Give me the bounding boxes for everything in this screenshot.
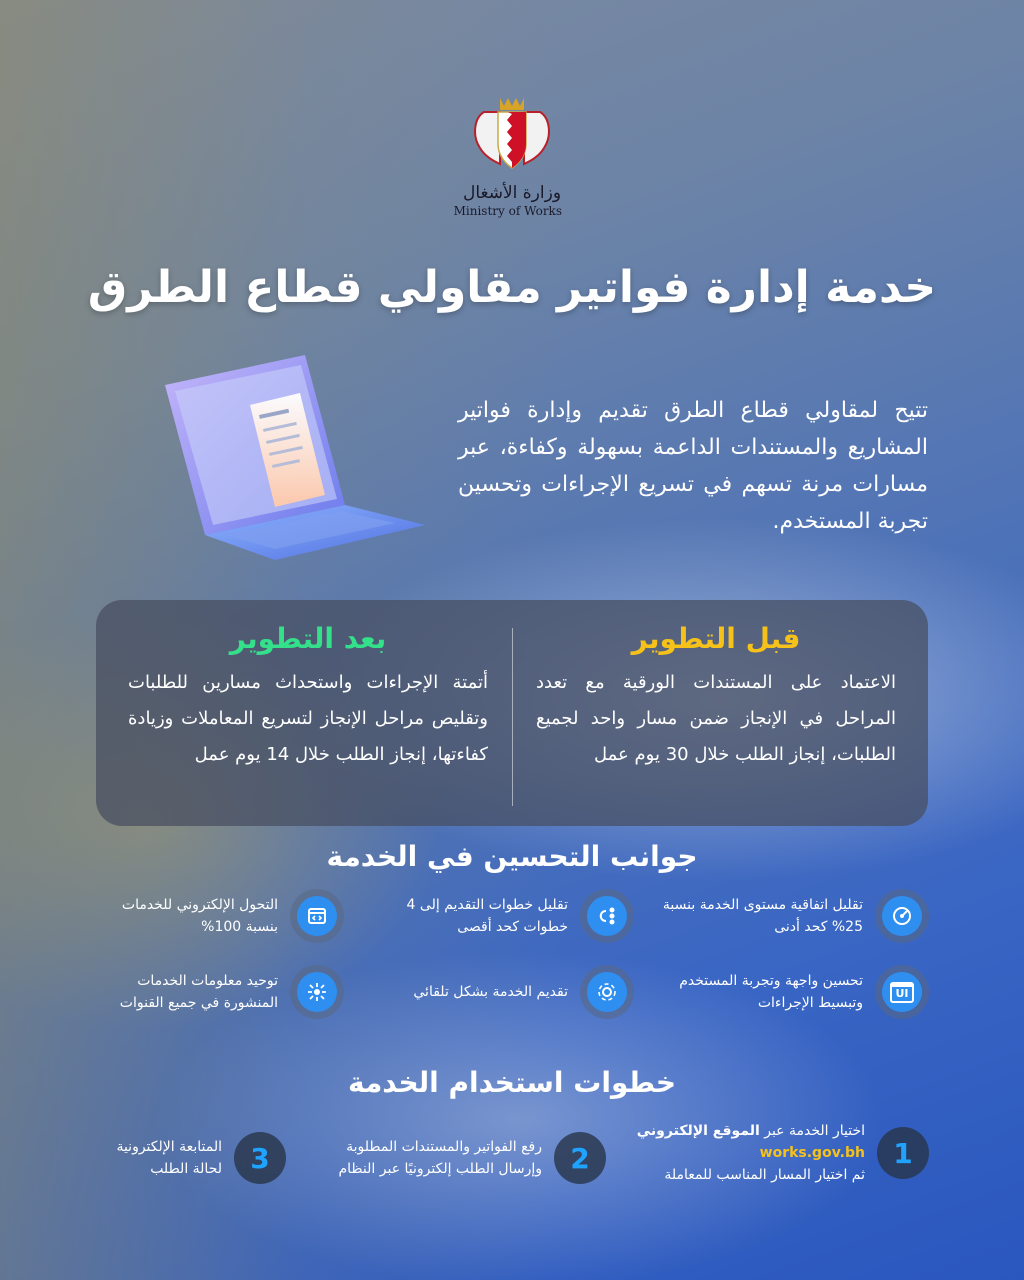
feature-ui-text: تحسين واجهة وتجربة المستخدم وتبسيط الإجراءات — [679, 973, 863, 1011]
after-text: أتمتة الإجراءات واستحداث مسارين للطلبات وتقليص مراحل الإنجاز لتسريع المعاملات وزيادة كفاءتها، إنجاز الطلب خلال 14 يوم عمل — [128, 672, 488, 765]
feature-auto-text: تقديم الخدمة بشكل تلقائي — [413, 984, 568, 1000]
step-3 — [116, 1132, 286, 1184]
laptop-illustration — [155, 345, 435, 575]
feature-unify — [94, 962, 344, 1022]
step-1-text: اختيار الخدمة عبر الموقع الإلكتروني works.gov.bh ثم اختيار المسار المناسب للمعاملة — [636, 1123, 865, 1183]
panel-divider — [512, 628, 513, 806]
logo-english-text: Ministry of Works — [453, 204, 562, 218]
coat-of-arms-icon — [470, 92, 554, 176]
steps-icon — [587, 896, 627, 936]
before-after-panel — [96, 600, 928, 826]
after-title: بعد التطوير — [229, 622, 387, 655]
gauge-icon — [882, 896, 922, 936]
code-window-icon — [297, 896, 337, 936]
before-text: الاعتماد على المستندات الورقية مع تعدد المراحل في الإنجاز ضمن مسار واحد لجميع الطلبات، إنجاز الطلب خلال 30 يوم عمل — [536, 672, 896, 765]
step-1 — [637, 1120, 929, 1186]
feature-steps — [384, 886, 634, 946]
ministry-logo — [453, 92, 562, 232]
page-title: خدمة إدارة فواتير مقاولي قطاع الطرق — [87, 262, 937, 313]
feature-auto — [384, 962, 634, 1022]
before-column — [536, 622, 896, 773]
website-link[interactable]: works.gov.bh — [759, 1145, 865, 1161]
feature-sla-text: تقليل اتفاقية مستوى الخدمة بنسبة 25% كحد أدنى — [662, 897, 863, 935]
after-column — [128, 622, 488, 773]
ui-window-icon: UI — [882, 972, 922, 1012]
step-3-text: المتابعة الإلكترونية لحالة الطلب — [116, 1139, 222, 1177]
feature-steps-text: تقليل خطوات التقديم إلى 4 خطوات كحد أقصى — [406, 897, 568, 935]
feature-unify-text: توحيد معلومات الخدمات المنشورة في جميع القنوات — [119, 973, 278, 1011]
network-icon — [297, 972, 337, 1012]
step-3-number: 3 — [234, 1132, 286, 1184]
feature-sla — [639, 886, 929, 946]
feature-digital-text: التحول الإلكتروني للخدمات بنسبة 100% — [121, 897, 278, 935]
step-2-number: 2 — [554, 1132, 606, 1184]
logo-arabic-text: وزارة الأشغال — [462, 183, 562, 203]
feature-ui — [639, 962, 929, 1022]
step-2 — [339, 1132, 607, 1184]
before-title: قبل التطوير — [631, 622, 801, 655]
step-2-text: رفع الفواتير والمستندات المطلوبة وإرسال الطلب إلكترونيًا عبر النظام — [338, 1139, 542, 1177]
feature-digital — [94, 886, 344, 946]
laptop-document-icon — [155, 345, 435, 575]
auto-gear-icon — [587, 972, 627, 1012]
step-1-number: 1 — [877, 1127, 929, 1179]
steps-title: خطوات استخدام الخدمة — [347, 1066, 677, 1099]
intro-paragraph: تتيح لمقاولي قطاع الطرق تقديم وإدارة فواتير المشاريع والمستندات الداعمة بسهولة وكفاءة، عبر مسارات مرنة تسهم في تسريع الإجراءات وتحسين تجربة المستخدم. — [458, 398, 928, 534]
improvements-title: جوانب التحسين في الخدمة — [326, 840, 698, 873]
